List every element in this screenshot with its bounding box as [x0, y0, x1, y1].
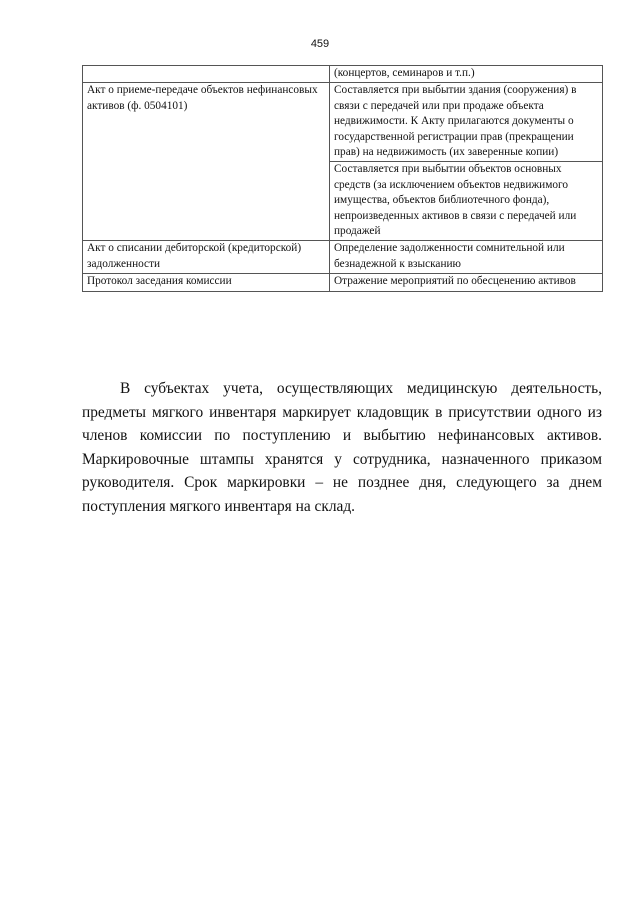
description-cell: Определение задолженности сомнительной или безнадежной к взысканию	[330, 241, 603, 274]
documents-table	[82, 65, 603, 292]
description-cell: Составляется при выбытии здания (сооружения) в связи с передачей или при продаже объекта недвижимости. К Акту прилагаются документы о государственной регистрации прав (прекращении прав) на недвижимость (их заверенные копии)	[330, 83, 603, 162]
document-cell: Акт о приеме-передаче объектов нефинансовых активов (ф. 0504101)	[83, 83, 330, 162]
document-cell	[83, 162, 330, 241]
document-cell	[83, 66, 330, 83]
table-row	[83, 83, 603, 162]
document-cell: Акт о списании дебиторской (кредиторской) задолженности	[83, 241, 330, 274]
description-cell: (концертов, семинаров и т.п.)	[330, 66, 603, 83]
table-row	[83, 274, 603, 291]
body-paragraph: В субъектах учета, осуществляющих медицинскую деятельность, предметы мягкого инвентаря маркирует кладовщик в присутствии одного из членов комиссии по поступлению и выбытию нефинансовых активов. Маркировочные штампы хранятся у сотрудника, назначенного приказом руководителя. Срок маркировки – не позднее дня, следующего за днем поступления мягкого инвентаря на склад.	[82, 380, 602, 515]
description-cell: Отражение мероприятий по обесценению активов	[330, 274, 603, 291]
table-row	[83, 66, 603, 83]
description-cell: Составляется при выбытии объектов основных средств (за исключением объектов недвижимого имущества, объектов библиотечного фонда), непроизведенных активов в связи с передачей или продажей	[330, 162, 603, 241]
table-row	[83, 162, 603, 241]
table-row	[83, 241, 603, 274]
document-cell: Протокол заседания комиссии	[83, 274, 330, 291]
page-number: 459	[310, 38, 330, 50]
